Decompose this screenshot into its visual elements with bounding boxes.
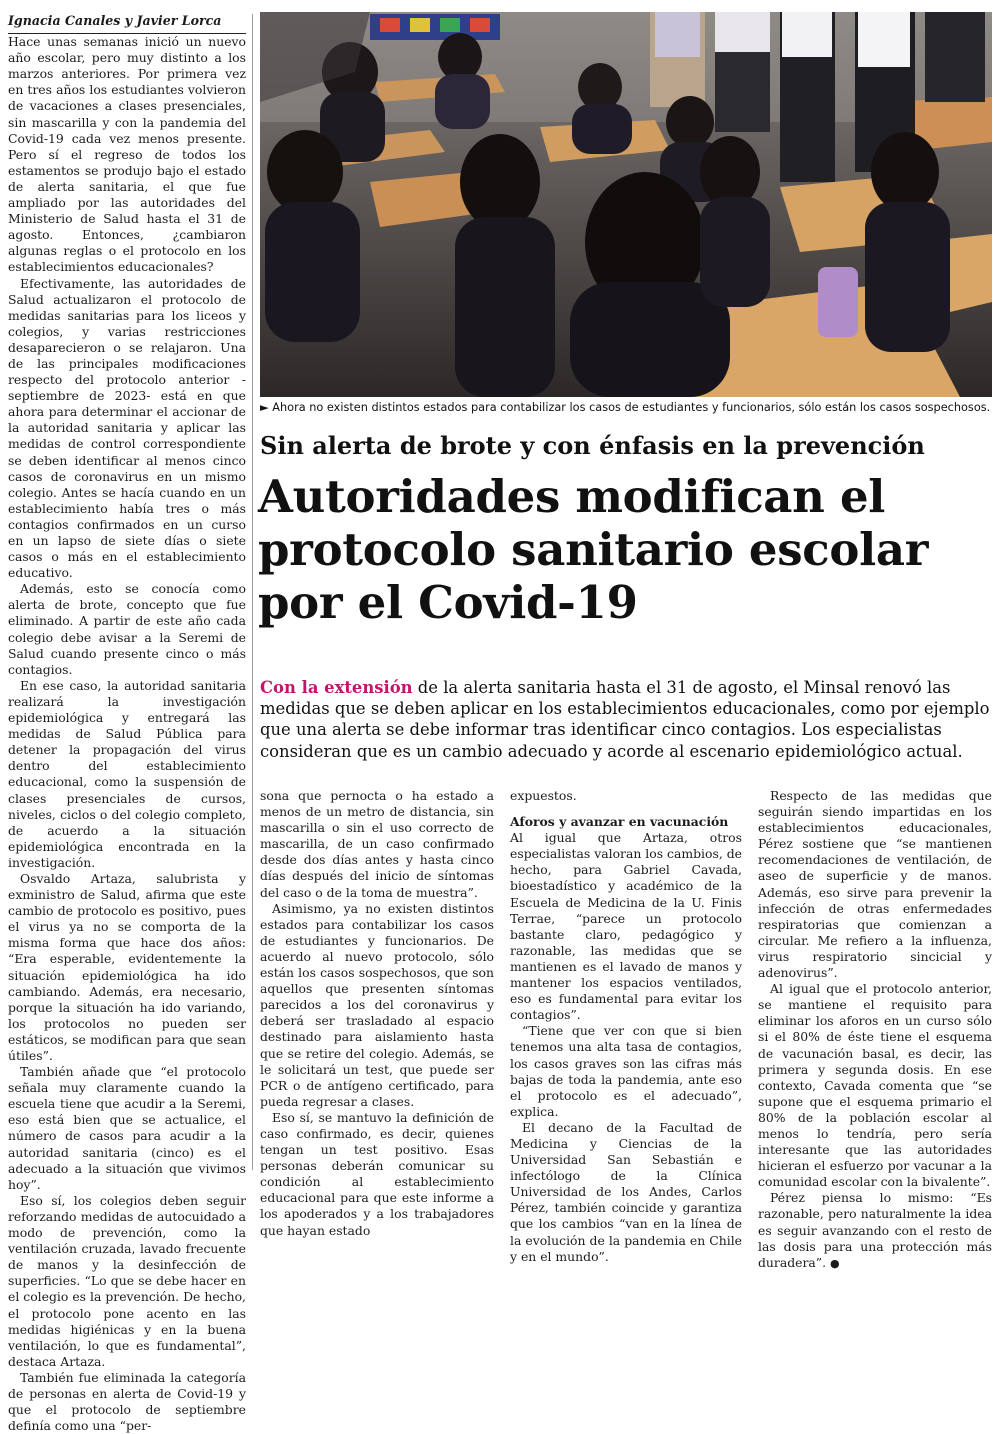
left-paragraph-4: En ese caso, la autoridad sanitaria realizará la investigación epidemiológica y entregará las medidas de Salud Pública para detener la propagación del virus dentro del establecimiento educacional, como la suspensión de clases presenciales de cursos, niveles, ciclos o del colegio completo, de acuerdo a la situación epidemiológica encontrada en la investigación. xyxy=(8,677,246,870)
column-3 xyxy=(510,788,742,1265)
col2-paragraph-3: Eso sí, se mantuvo la definición de caso confirmado, es decir, quienes tengan un test positivo. Esas personas deberán comunicar su condición al establecimiento educacional para que este informe a los apoderados y a los trabajadores que hayan estado xyxy=(260,1109,494,1238)
column-divider xyxy=(252,14,253,1170)
left-paragraph-8: También fue eliminada la categoría de personas en alerta de Covid-19 y que el protocolo de septiembre definía como una “per- xyxy=(8,1369,246,1434)
col3-first-line: expuestos. xyxy=(510,788,577,803)
kicker: Sin alerta de brote y con énfasis en la prevención xyxy=(260,431,925,460)
lead-text: de la alerta sanitaria hasta el 31 de agosto, el Minsal renovó las medidas que se deben aplicar en los establecimientos educacionales, como por ejemplo que una alerta se debe informar tras identificar cinco contagios. Los especialistas consideran que es un cambio adecuado y acorde al escenario epidemiológico actual. xyxy=(260,678,990,761)
left-paragraph-2: Efectivamente, las autoridades de Salud actualizaron el protocolo de medidas sanitarias para los liceos y colegios, y varias restricciones desaparecieron o se relajaron. Una de las principales modificaciones respecto del protocolo anterior -septiembre de 2023- está en que ahora para determinar el accionar de la autoridad sanitaria y aplicar las medidas de control correspondiente se deben identificar al menos cinco casos de coronavirus en un mismo colegio. Antes se hacía cuando en un establecimiento había tres o más contagios confirmados en un curso en un lapso de siete días o siete casos o más en el establecimiento educativo. xyxy=(8,275,246,581)
col2-paragraph-1: sona que pernocta o ha estado a menos de un metro de distancia, sin mascarilla o sin el uso correcto de mascarilla, de un caso confirmado desde dos días antes y hasta cinco días después del inicio de síntomas del caso o de la toma de muestra”. xyxy=(260,788,494,900)
col4-paragraph-1: Respecto de las medidas que seguirán siendo impartidas en los establecimientos educacionales, Pérez sostiene que “se mantienen recomendaciones de ventilación, de aseo de superficie y de manos. Además, eso sirve para prevenir la infección de otras enfermedades respiratorias que comienzan a circular. Me refiero a la influenza, virus respiratorio sincicial y adenovirus”. xyxy=(758,788,992,981)
lead-paragraph xyxy=(260,677,990,762)
photo-caption: ► Ahora no existen distintos estados para contabilizar los casos de estudiantes y funcionarios, sólo están los casos sospechosos. xyxy=(260,401,991,414)
end-mark-icon: ● xyxy=(830,1256,840,1270)
classroom-photo-illustration xyxy=(260,12,992,397)
left-paragraph-3: Además, esto se conocía como alerta de brote, concepto que fue eliminado. A partir de este año cada colegio debe avisar a la Seremi de Salud cuando presente cinco o más contagios. xyxy=(8,581,246,677)
col4-paragraph-3-text: Pérez piensa lo mismo: “Es razonable, pero naturalmente la idea es seguir avanzando con el resto de las dosis para una protección más duradera”. xyxy=(758,1190,992,1270)
col2-paragraph-2: Asimismo, ya no existen distintos estados para contabilizar los casos de estudiantes y funcionarios. De acuerdo al nuevo protocolo, sólo están los casos sospechosos, que son aquellos que presenten síntomas parecidos a los del coronavirus y deberá ser trasladado al espacio destinado para aislamiento hasta que se retire del colegio. Además, se le solicitará un test, que puede ser PCR o de antígeno certificado, para pueda regresar a clases. xyxy=(260,900,494,1109)
col3-paragraph-3: El decano de la Facultad de Medicina y Ciencias de la Universidad San Sebastián e infectólogo de la Clínica Universidad de los Andes, Carlos Pérez, también coincide y garantiza que los cambios “van en la línea de la evolución de la pandemia en Chile y en el mundo”. xyxy=(510,1119,742,1264)
left-paragraph-7: Eso sí, los colegios deben seguir reforzando medidas de autocuidado a modo de prevención, como la ventilación cruzada, lavado frecuente de manos y la desinfección de superficies. “Lo que se debe hacer en el colegio es la prevención. De hecho, el protocolo pone acento en las medidas higiénicas y en la buena ventilación, lo que es fundamental”, destaca Artaza. xyxy=(8,1192,246,1369)
left-paragraph-6: También añade que “el protocolo señala muy claramente cuando la escuela tiene que acudir a la Seremi, eso está bien que se actualice, el número de casos para acudir a la autoridad sanitaria (cinco) es el adecuado a la situación que vivimos hoy”. xyxy=(8,1064,246,1192)
left-column xyxy=(8,0,246,1434)
col4-paragraph-2: Al igual que el protocolo anterior, se mantiene el requisito para eliminar los aforos en un curso sólo si el 80% de éste tiene el esquema de vacunación basal, es decir, las primera y segunda dosis. En ese contexto, Cavada comenta que “se supone que el esquema primario el 80% de la población escolar al menos lo tendría, pero sería interesante que las autoridades hicieran el esfuerzo por vacunar a la comunidad escolar con la bivalente”. xyxy=(758,981,992,1190)
lead-highlight: Con la extensión xyxy=(260,678,413,697)
left-paragraph-1: Hace unas semanas inició un nuevo año escolar, pero muy distinto a los marzos anteriores. Por primera vez en tres años los estudiantes volvieron de vacaciones a clases presenciales, sin mascarilla y con la pandemia del Covid-19 cada vez menos presente. Pero sí el regreso de todos los estamentos se produjo bajo el estado de alerta sanitaria, el que fue ampliado por las autoridades del Ministerio de Salud hasta el 31 de agosto. Entonces, ¿cambiaron algunas reglas o el protocolo en los establecimientos educacionales? xyxy=(8,34,246,275)
section-subhead: Aforos y avanzar en vacunación xyxy=(510,814,729,830)
headline: Autoridades modifican el protocolo sanitario escolar por el Covid-19 xyxy=(258,470,929,629)
col4-paragraph-3 xyxy=(758,1190,992,1271)
column-4 xyxy=(758,788,992,1272)
col3-paragraph-1: Al igual que Artaza, otros especialistas valoran los cambios, de hecho, para Gabriel Cavada, bioestadístico y académico de la Escuela de Medicina de la U. Finis Terrae, “parece un protocolo bastante claro, pedagógico y razonable, las medidas que se mantienen es el lavado de manos y mantener los espacios ventilados, eso es fundamental para evitar los contagios”. xyxy=(510,830,742,1023)
classroom-photo xyxy=(260,12,992,397)
byline: Ignacia Canales y Javier Lorca xyxy=(8,0,246,34)
col3-paragraph-2: “Tiene que ver con que si bien tenemos una alta tasa de contagios, los casos graves son las cifras más bajas de toda la pandemia, ante eso el protocolo es el adecuado”, explica. xyxy=(510,1023,742,1119)
column-2 xyxy=(260,788,494,1239)
left-paragraph-5: Osvaldo Artaza, salubrista y exministro de Salud, afirma que este cambio de protocolo es positivo, pues el virus ya no se comporta de la misma forma que hace dos años: “Era esperable, evidentemente la situación epidemiológica ha ido cambiando. Además, era necesario, porque la situación ha ido variando, los protocolos no pueden ser estáticos, se modifican para que sean útiles”. xyxy=(8,870,246,1063)
